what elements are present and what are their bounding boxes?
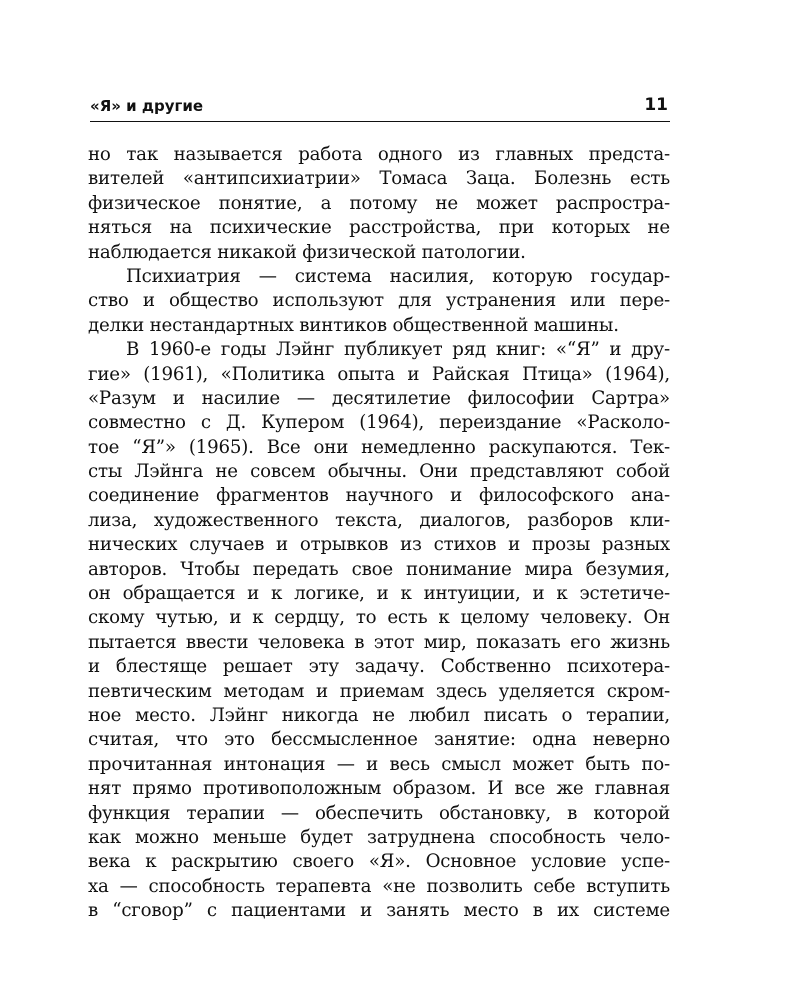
text-line: Психиатрия — система насилия, которую государ- (126, 265, 670, 287)
text-line: певтическим методам и приемам здесь уделяется скром- (88, 680, 670, 702)
text-line: как можно меньше будет затруднена способность чело- (88, 826, 670, 848)
text-line: в “сговор” с пациентами и занять место в их системе (88, 900, 670, 922)
text-line: лиза, художественного текста, диалогов, разборов кли- (88, 509, 670, 531)
text-line: прочитанная интонация — и весь смысл может быть по- (88, 753, 670, 775)
text-line: гие» (1961), «Политика опыта и Райская Птица» (1964), (88, 363, 670, 385)
text-line: скому чутью, и к сердцу, то есть к целому человеку. Он (88, 607, 670, 629)
text-line: авторов. Чтобы передать свое понимание мира безумия, (88, 558, 670, 580)
running-header (90, 93, 670, 122)
text-line: ное место. Лэйнг никогда не любил писать о терапии, (88, 704, 670, 726)
text-line: сты Лэйнга не совсем обычны. Они представляют собой (88, 461, 670, 483)
text-line: пытается ввести человека в этот мир, показать его жизнь (88, 631, 670, 653)
text-line: но так называется работа одного из главных предста- (88, 144, 670, 165)
text-line: функция терапии — обеспечить обстановку, в которой (88, 802, 670, 824)
text-line: няться на психические расстройства, при которых не (88, 217, 670, 239)
text-line: ство и общество используют для устранения или пере- (88, 290, 670, 312)
text-line: наблюдается никакой физической патологии. (88, 241, 526, 263)
text-line: тое “Я”» (1965). Все они немедленно раскупаются. Тек- (88, 436, 670, 458)
text-line: нят прямо противоположным образом. И все же главная (88, 778, 670, 800)
text-line: совместно с Д. Купером (1964), переиздание «Расколо- (88, 412, 670, 434)
text-line: В 1960-е годы Лэйнг публикует ряд книг: «“Я” и дру- (126, 339, 670, 361)
text-line: делки нестандартных винтиков общественной машины. (88, 314, 619, 336)
text-line: нических случаев и отрывков из стихов и прозы разных (88, 534, 670, 556)
text-line: ха — способность терапевта «не позволить себе вступить (88, 875, 670, 897)
text-line: он обращается и к логике, и к интуиции, и к эстетиче- (88, 583, 670, 605)
running-title: «Я» и другие (90, 97, 204, 115)
text-line: века к раскрытию своего «Я». Основное условие успе- (88, 851, 670, 873)
text-line: соединение фрагментов научного и философского ана- (88, 485, 670, 507)
text-line: и блестяще решает эту задачу. Собственно психотера- (88, 656, 670, 678)
text-line: физическое понятие, а потому не может распростра- (88, 192, 670, 214)
body-text (88, 143, 670, 924)
text-line: считая, что это бессмысленное занятие: одна неверно (88, 729, 670, 751)
text-line: «Разум и насилие — десятилетие философии Сартра» (88, 387, 670, 409)
text-line: вителей «антипсихиатрии» Томаса Заца. Болезнь есть (88, 168, 670, 190)
page-number: 11 (644, 95, 668, 115)
